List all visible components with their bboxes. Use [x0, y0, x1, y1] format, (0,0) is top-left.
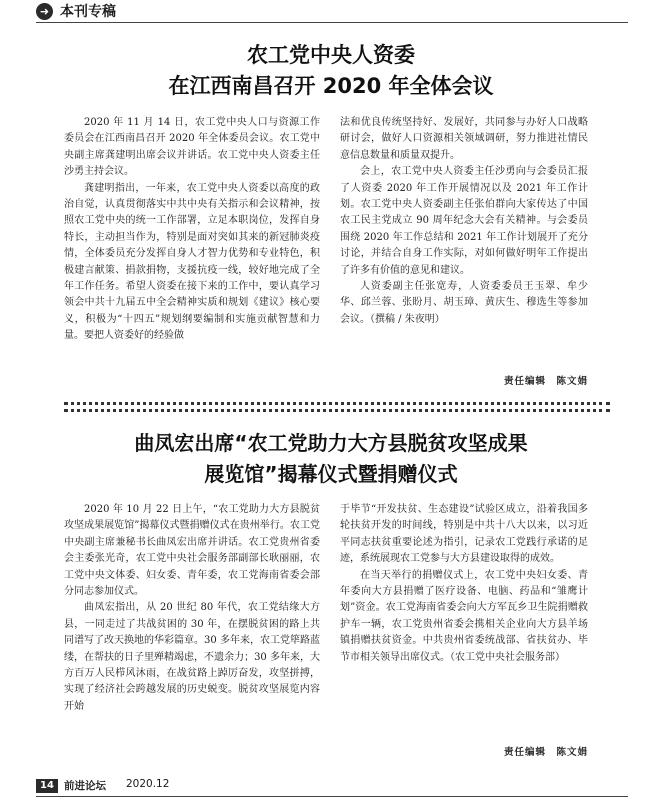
- article2-title-line1: 曲凤宏出席“农工党助力大方县脱贫攻坚成果: [134, 431, 528, 455]
- paragraph: 于毕节“开发扶贫、生态建设”试验区成立，沿着我国多轮扶贫开发的时间线，特别是中共十八大以来，以习近平同志扶贫重要论述为指引，记录农工党践行承诺的足迹，系统展现农工党参与大方县建设取得的成效。: [340, 504, 588, 565]
- article1-title-line2: 在江西南昌召开 2020 年全体会议: [168, 74, 494, 98]
- article2-column-right: [340, 502, 588, 666]
- paragraph: 会上，农工党中央人资委主任沙勇向与会委员汇报了人资委 2020 年工作开展情况以及 2021 年工作计划。农工党中央人资委副主任张伯群向大家传达了中国农工民主党成立 90 周年纪念大会有关精神。与会委员围绕 2020 年工作总结和 2021 年工作计划展开了充分讨论，并结合自身工作实际，对如何做好明年工作提出了许多有价值的意见和建议。: [340, 166, 588, 276]
- article1-column-right: [340, 115, 588, 328]
- article2-column-left: [64, 502, 320, 715]
- article1-title-line1: 农工党中央人资委: [247, 43, 415, 67]
- page-header: [36, 2, 626, 24]
- section-label: 本刊专稿: [60, 4, 116, 20]
- article1-title: [36, 40, 626, 102]
- paragraph: 在当天举行的捐赠仪式上，农工党中央妇女委、青年委向大方县捐赠了医疗设备、电脑、药品和“雏鹰计划”资金。农工党海南省委会向大方军瓦乡卫生院捐赠救护车一辆，农工党贵州省委会携相关企业向大方县羊场镇捐赠扶贫资金。中共贵州省委统战部、省扶贫办、毕节市相关领导出席仪式。（农工党中央社会服务部）: [340, 569, 588, 663]
- paragraph: 龚建明指出，一年来，农工党中央人资委以高度的政治自觉，认真贯彻落实中共中央有关指示和会议精神，按照农工党中央的统一工作部署，立足本职岗位，发挥自身特长，主动担当作为，特别是面对突如其来的新冠肺炎疫情，全体委员充分发挥自身人才智力优势和专业特色，积极建言献策、捐款捐物，支援抗疫一线，较好地完成了全年工作任务。希望人资委在接下来的工作中，要认真学习领会中共十九届五中全会精神实质和规划《建议》核心要义，积极为“十四五”规划纲要编制和实施贡献智慧和力量。要把人资委好的经验做: [64, 182, 320, 342]
- article2-editor-credit: 责任编辑 陈文娟: [503, 747, 588, 758]
- footer-rule: [36, 796, 628, 797]
- paragraph: 法和优良传统坚持好、发展好，共同参与办好人口战略研讨会，做好人口资源相关领域调研，努力推进社情民意信息数量和质量双提升。: [340, 117, 588, 161]
- paragraph: 人资委副主任张宽寿，人资委委员王玉翠、牟少华、邱兰蓉、张盼月、胡玉璋、黄庆生、穆选生等参加会议。（撰稿 / 朱夜明）: [340, 281, 588, 325]
- article1-editor-credit: 责任编辑 陈文娟: [503, 376, 588, 387]
- article2-title: [36, 428, 626, 490]
- page-number: 14: [36, 779, 58, 793]
- issue-number: 2020.12: [126, 778, 170, 790]
- paragraph: 2020 年 10 月 22 日上午，“农工党助力大方县脱贫攻坚成果展览馆”揭幕仪式暨捐赠仪式在贵州举行。农工党中央副主席兼秘书长曲凤宏出席并讲话。农工党贵州省委会主委张光奇，农工党中央社会服务部副部长耿丽丽，农工党中央文体委、妇女委、青年委，农工党海南省委会部分同志参加仪式。: [64, 504, 320, 598]
- page-footer: [36, 777, 626, 797]
- article2-title-line2: 展览馆”揭幕仪式暨捐赠仪式: [204, 462, 458, 486]
- circle-arrow-icon: ➜: [36, 3, 53, 20]
- journal-name: 前进论坛: [64, 780, 106, 792]
- article-divider: [64, 402, 610, 412]
- article1-column-left: [64, 115, 320, 345]
- paragraph: 曲凤宏指出，从 20 世纪 80 年代，农工党结缘大方县，一同走过了共战贫困的 30 年，在摆脱贫困的路上共同谱写了改天换地的华彩篇章。30 多年来，农工党筚路蓝缕，在帮扶的日子里殚精竭虑，不遗余力；30 多年来，大方百万人民栉风沐雨，在战贫路上踔厉奋发，攻坚拼搏，实现了经济社会跨越发展的历史蜕变。脱贫攻坚展览内容开始: [64, 602, 320, 712]
- header-rule: [36, 22, 628, 23]
- paragraph: 2020 年 11 月 14 日，农工党中央人口与资源工作委员会在江西南昌召开 2020 年全体委员会议。农工党中央副主席龚建明出席会议并讲话。农工党中央人资委主任沙勇主持会议。: [64, 117, 320, 178]
